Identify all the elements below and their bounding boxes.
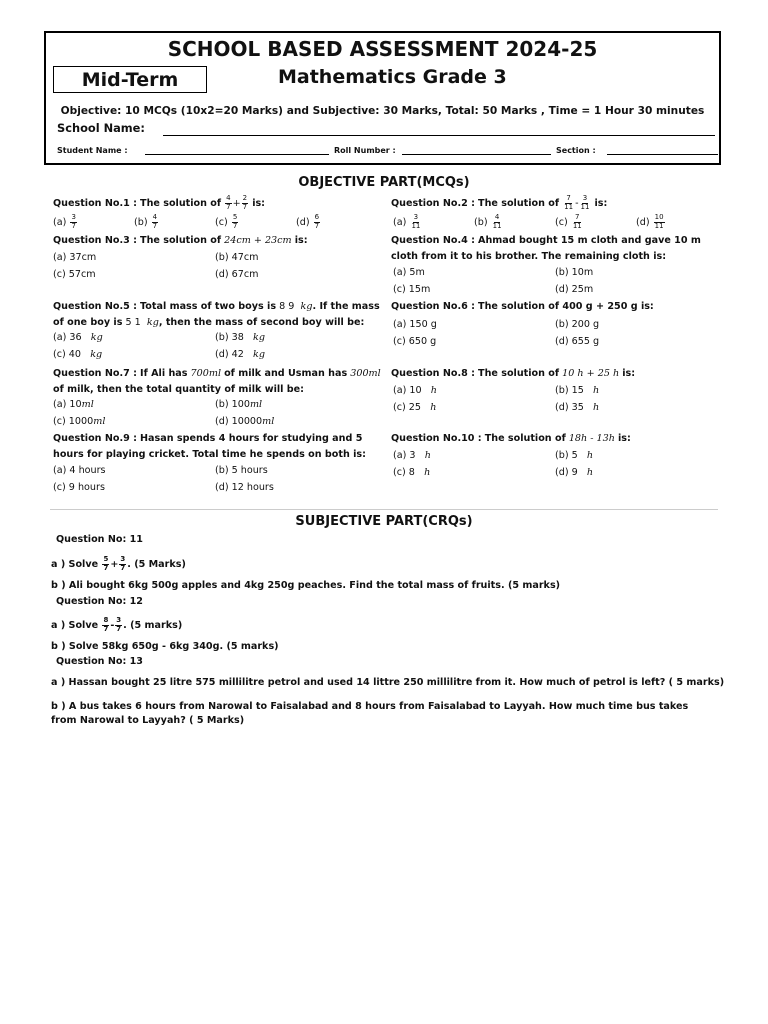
fraction: $\frac{3}{11}$ <box>580 194 590 211</box>
fraction: $\frac{4}{7}$ <box>226 194 231 211</box>
question-text: The solution of <box>478 198 560 209</box>
question-text: is: <box>594 198 608 209</box>
question-text: Hasan spends 4 hours for studying and 5 hours for playing cricket. Total time he spends on both is: <box>53 433 366 460</box>
math-expression: 700ml <box>190 368 222 379</box>
school-name-label: School Name: <box>57 121 145 135</box>
math-expression: 18h - 13h <box>568 433 615 444</box>
question-6 <box>391 299 716 315</box>
math-value: 8 9 <box>279 301 295 312</box>
question-13-heading: Question No: 13 <box>56 656 143 667</box>
option-c[interactable]: (c) 1000ml <box>53 416 106 427</box>
option-d[interactable]: (d) 12 hours <box>215 482 274 493</box>
question-12-heading: Question No: 12 <box>56 596 143 607</box>
option-d[interactable]: (d) 9 h <box>555 467 594 478</box>
fraction: $\frac{7}{11}$ <box>564 194 574 211</box>
question-label: Question No.5 : <box>53 301 137 312</box>
option-b[interactable]: (b) 38 kg <box>215 332 265 343</box>
option-b[interactable]: (b) 47cm <box>215 252 259 263</box>
question-label: Question No.1 : <box>53 198 137 209</box>
option-c[interactable]: (c) 57cm <box>53 269 96 280</box>
question-text: is: <box>252 198 266 209</box>
question-label: Question No.10 : <box>391 433 482 444</box>
option-a[interactable]: (a) 37cm <box>53 252 97 263</box>
option-b[interactable]: (b) $\frac{4}{7}$ <box>134 213 158 230</box>
student-name-label: Student Name : <box>57 146 128 155</box>
question-label: Question No.4 : <box>391 235 475 246</box>
option-a[interactable]: (a) $\frac{3}{7}$ <box>53 213 76 230</box>
option-c[interactable]: (c) 15m <box>393 284 431 295</box>
roll-number-label: Roll Number : <box>334 146 396 155</box>
section-field[interactable] <box>607 154 718 155</box>
fraction: $\frac{2}{7}$ <box>242 194 248 211</box>
math-expression: 300ml <box>350 368 381 379</box>
question-13b: b ) A bus takes 6 hours from Narowal to Faisalabad and 8 hours from Faisalabad to Layyah. How much time bus takes from Narowal to Layyah? ( 5 Marks) <box>51 701 689 726</box>
option-d[interactable]: (d) $\frac{10}{11}$ <box>636 213 664 230</box>
option-b[interactable]: (b) 200 g <box>555 319 600 330</box>
option-a[interactable]: (a) 10 h <box>393 385 437 396</box>
section-label: Section : <box>556 146 596 155</box>
question-text: is: <box>618 433 631 444</box>
math-value: 5 1 <box>125 316 141 328</box>
question-11a: a ) Solve $\frac{5}{7}$ + $\frac{3}{7}$ . (5 Marks) <box>51 555 186 572</box>
school-name-field[interactable] <box>163 135 715 136</box>
option-c[interactable]: (c) $\frac{5}{7}$ <box>215 213 238 230</box>
question-label: Question No.8 : <box>391 368 475 379</box>
option-c[interactable]: (c) $\frac{7}{11}$ <box>555 213 582 230</box>
option-b[interactable]: (b) $\frac{4}{11}$ <box>474 213 502 230</box>
option-b[interactable]: (b) 100ml <box>215 399 263 410</box>
question-text: of milk, then the total quantity of milk will be: <box>53 383 304 395</box>
question-text: The solution of <box>140 198 222 209</box>
question-4 <box>391 233 716 264</box>
option-c[interactable]: (c) 650 g <box>393 336 437 347</box>
question-label: Question No.3 : <box>53 235 137 246</box>
option-d[interactable]: (d) 10000ml <box>215 416 275 427</box>
question-12b: b ) Solve 58kg 650g - 6kg 340g. (5 marks) <box>51 641 279 652</box>
student-name-field[interactable] <box>145 154 329 155</box>
option-d[interactable]: (d) 25m <box>555 284 594 295</box>
question-text: , then the mass of second boy will be: <box>158 316 365 328</box>
objective-section-title: OBJECTIVE PART(MCQs) <box>298 175 470 190</box>
question-text: If Ali has <box>140 368 188 379</box>
question-11b: b ) Ali bought 6kg 500g apples and 4kg 250g peaches. Find the total mass of fruits. (5 marks) <box>51 580 561 591</box>
option-d[interactable]: (d) 35 h <box>555 402 600 413</box>
question-text: Total mass of two boys is <box>140 301 277 312</box>
question-label: Question No.2 : <box>391 198 475 209</box>
term-box: Mid-Term <box>53 66 207 93</box>
exam-header <box>44 31 721 165</box>
option-a[interactable]: (a) 4 hours <box>53 465 106 476</box>
question-text: The solution of <box>140 235 222 246</box>
question-11-heading: Question No: 11 <box>56 534 143 545</box>
question-text: The solution of 400 g + 250 g is: <box>478 301 654 312</box>
option-b[interactable]: (b) 15 h <box>555 385 600 396</box>
question-text: of milk and Usman has <box>224 368 348 379</box>
question-12a: a ) Solve $\frac{8}{7}$ - $\frac{3}{7}$ . (5 marks) <box>51 616 183 633</box>
math-unit: kg <box>300 301 313 312</box>
option-d[interactable]: (d) 42 kg <box>215 349 265 360</box>
option-c[interactable]: (c) 8 h <box>393 467 431 478</box>
option-b[interactable]: (b) 5 h <box>555 450 594 461</box>
operator: + <box>232 198 241 209</box>
question-text: is: <box>622 368 636 379</box>
exam-instructions: Objective: 10 MCQs (10x2=20 Marks) and Subjective: 30 Marks, Total: 50 Marks , Time = 1 Hour 30 minutes <box>60 105 705 117</box>
option-a[interactable]: (a) 5m <box>393 267 425 278</box>
question-1 <box>53 195 378 212</box>
option-d[interactable]: (d) 67cm <box>215 269 259 280</box>
section-divider <box>50 509 718 510</box>
question-label: Question No.7 : <box>53 368 137 379</box>
option-a[interactable]: (a) 150 g <box>393 319 437 330</box>
question-5 <box>53 299 383 330</box>
math-unit: kg <box>146 316 159 328</box>
question-10 <box>391 431 716 447</box>
option-a[interactable]: (a) 36 kg <box>53 332 103 343</box>
option-a[interactable]: (a) 10ml <box>53 399 94 410</box>
option-b[interactable]: (b) 5 hours <box>215 465 268 476</box>
question-text: The solution of <box>484 433 566 444</box>
option-d[interactable]: (d) $\frac{6}{7}$ <box>296 213 320 230</box>
operator: - <box>575 198 579 209</box>
subject-title: Mathematics Grade 3 <box>278 66 507 88</box>
question-text: is: <box>294 235 308 246</box>
question-label: Question No.9 : <box>53 433 137 444</box>
roll-number-field[interactable] <box>402 154 551 155</box>
option-c[interactable]: (c) 40 kg <box>53 349 103 360</box>
option-d[interactable]: (d) 655 g <box>555 336 600 347</box>
question-9 <box>53 431 378 462</box>
option-b[interactable]: (b) 10m <box>555 267 594 278</box>
option-c[interactable]: (c) 9 hours <box>53 482 105 493</box>
math-expression: 10 h + 25 h <box>562 368 620 379</box>
question-13a: a ) Hassan bought 25 litre 575 millilitre petrol and used 14 littre 250 millilitre from it. How much of petrol is left? ( 5 marks) <box>51 677 725 688</box>
question-3 <box>53 233 378 249</box>
question-label: Question No.6 : <box>391 301 475 312</box>
question-text: Ahmad bought 15 m cloth and gave 10 m cloth from it to his brother. The remaining cloth is: <box>391 235 701 262</box>
question-2 <box>391 195 716 212</box>
subjective-section-title: SUBJECTIVE PART(CRQs) <box>295 514 473 529</box>
option-c[interactable]: (c) 25 h <box>393 402 437 413</box>
question-7 <box>53 366 383 397</box>
exam-title: SCHOOL BASED ASSESSMENT 2024-25 <box>167 37 598 61</box>
math-expression: 24cm + 23cm <box>224 235 292 246</box>
option-a[interactable]: (a) $\frac{3}{11}$ <box>393 213 421 230</box>
question-text: . If the mass of one boy is <box>53 301 380 328</box>
question-text: The solution of <box>478 368 560 379</box>
question-8 <box>391 366 716 382</box>
option-a[interactable]: (a) 3 h <box>393 450 431 461</box>
